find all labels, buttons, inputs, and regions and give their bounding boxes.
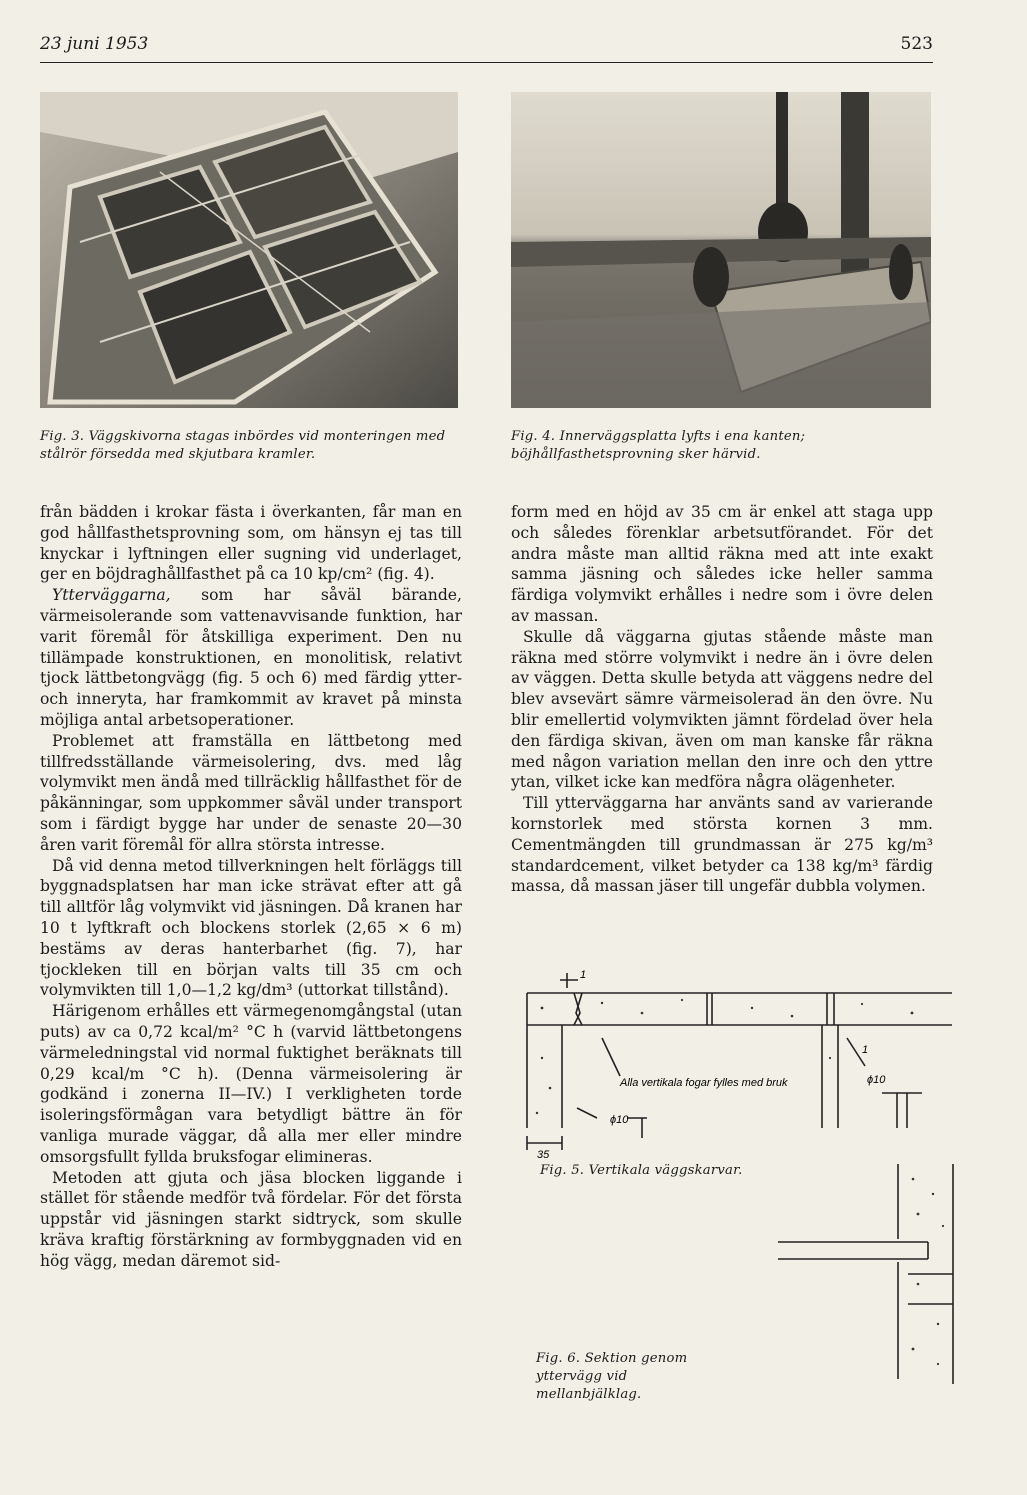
fig5-phi-left: ϕ10 bbox=[610, 1114, 629, 1126]
left-column bbox=[40, 502, 462, 1271]
header-date: 23 juni 1953 bbox=[40, 34, 149, 54]
paragraph: Då vid denna metod tillverkningen helt förläggs till byggnadsplatsen har man icke strävat efter att gå till alltför låg volymvikt vid jäsningen. Då kranen har 10 t lyftkraft och blockens storlek (2,65 × 6 m) bestäms av deras hanterbarhet (fig. 7), har tjockleken till en början valts till 35 cm och volymvikten till 1,0—1,2 kg/dm³ (uttorkat tillstånd). bbox=[40, 856, 462, 1000]
fig5-phi-right: ϕ10 bbox=[867, 1074, 886, 1086]
paragraph: från bädden i krokar fästa i överkanten, får man en god hållfasthetsprovning som, om hänsyn ej tas till knyckar i lyftningen eller sugning vid underlaget, ger en böjdraghållfasthet på ca 10 kp/cm² (fig. 4). bbox=[40, 503, 462, 584]
page-header bbox=[40, 34, 933, 60]
fig5-caption: Fig. 5. Vertikala väggskarvar. bbox=[540, 1163, 743, 1178]
paragraph: Skulle då väggarna gjutas stående måste man räkna med större volymvikt i nedre än i övre delen av väggen. Detta skulle betyda att väggens nedre del blev avsevärt sämre värmeisolerad än den övre. Nu blir emellertid volymvikten jämnt fördelad över hela den färdiga skivan, även om man kanske får räkna med någon variation mellan den inre och den yttre ytan, vilket icke kan medföra några olägenheter. bbox=[511, 627, 933, 792]
paragraph: form med en höjd av 35 cm är enkel att staga upp och således förenklar arbetsutförandet. För det andra måste man alltid räkna med att inte exakt samma jäsning och således icke heller samma färdiga volymvikt erhålles i nedre som i övre delen av massan. bbox=[511, 503, 933, 625]
fig3-photo bbox=[40, 92, 458, 408]
header-rule bbox=[40, 62, 933, 63]
fig5-marker-top: 1 bbox=[580, 969, 587, 981]
fig5-drawing bbox=[522, 968, 957, 1163]
fig5-note: Alla vertikala fogar fylles med bruk bbox=[620, 1077, 788, 1089]
page-number: 523 bbox=[900, 34, 933, 54]
paragraph bbox=[40, 585, 462, 731]
fig6-drawing bbox=[778, 1164, 968, 1384]
fig5-dimension: 35 bbox=[537, 1149, 550, 1161]
fig6-caption: Fig. 6. Sektion genom yttervägg vid mellanbjälklag. bbox=[536, 1351, 688, 1402]
paragraph-text: som har såväl bärande, värmeisolerande som vattenavvisande funktion, har varit föremål för åtskilliga experiment. Den nu tillämpade konstruktionen, en monolitisk, relativt tjock lättbetongvägg (fig. 5 och 6) med färdig ytter- och inneryta, har framkommit av kravet på minsta möjliga antal arbetsoperationer. bbox=[40, 586, 462, 729]
fig5-marker-right: 1 bbox=[862, 1044, 869, 1056]
paragraph: Metoden att gjuta och jäsa blocken liggande i stället för stående medför två fördelar. För det första uppstår vid jäsningen starkt sidtryck, som skulle kräva kraftig förstärkning av formbyggnaden vid en hög vägg, medan däremot sid- bbox=[40, 1168, 462, 1270]
fig4-caption: Fig. 4. Innerväggsplatta lyfts i ena kanten; böjhållfasthetsprovning sker härvid. bbox=[511, 429, 806, 462]
right-column bbox=[511, 502, 933, 897]
paragraph: Till ytterväggarna har använts sand av varierande kornstorlek med största kornen 3 mm. Cementmängden till grundmassan är 275 kg/m³ standardcement, vilket betyder ca 138 kg/m³ färdig massa, då massan jäser till ungefär dubbla volymen. bbox=[511, 794, 933, 896]
paragraph-lead: Ytterväggarna, bbox=[52, 586, 171, 605]
paragraph: Härigenom erhålles ett värmegenomgångstal (utan puts) av ca 0,72 kcal/m² °C h (varvid lättbetongens värmeledningstal vid normal fuktighet beräknats till 0,29 kcal/m °C h). (Denna värmeisolering är godkänd i zonerna II—IV.) I verkligheten torde isoleringsförmågan vara betydligt bättre än för vanliga murade väggar, då alla mer eller mindre omsorgsfullt fyllda bruksfogar elimineras. bbox=[40, 1002, 462, 1166]
paragraph: Problemet att framställa en lättbetong med tillfredsställande värmeisolering, dvs. med låg volymvikt men ändå med tillräcklig hållfasthet för de påkänningar, som uppkommer såväl under transport som i färdigt bygge har under de senaste 20—30 åren varit föremål för allra största intresse. bbox=[40, 731, 462, 854]
fig3-caption: Fig. 3. Väggskivorna stagas inbördes vid monteringen med stålrör försedda med skjutbara kramler. bbox=[40, 429, 446, 462]
fig4-photo bbox=[511, 92, 931, 408]
